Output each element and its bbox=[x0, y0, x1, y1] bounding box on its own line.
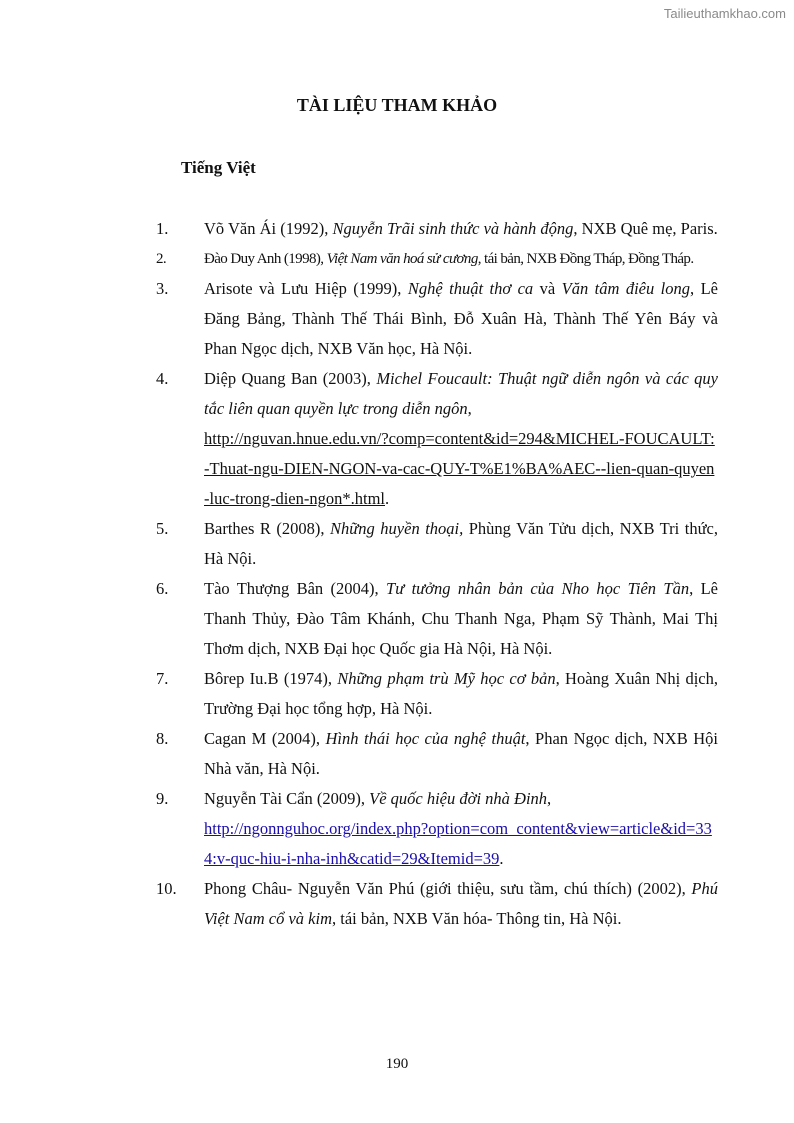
reference-title: Phú Việt Nam cổ và kim bbox=[204, 879, 718, 928]
reference-item bbox=[156, 574, 718, 664]
reference-title: Tư tưởng nhân bản của Nho học Tiên Tần bbox=[386, 579, 690, 598]
reference-item bbox=[156, 244, 718, 274]
page-number: 190 bbox=[385, 1056, 409, 1072]
reference-author: Cagan M (2004), bbox=[204, 729, 326, 748]
reference-publisher: , Lê Đăng Bảng, Thành Thế Thái Bình, Đỗ Xuân Hà, Thành Thế Yên Báy và Phan Ngọc dịch, NXB Văn học, Hà Nội. bbox=[204, 279, 719, 358]
reference-item bbox=[156, 214, 718, 244]
reference-link[interactable]: http://ngonnguhoc.org/index.php?option=com_content&view=article&id=334:v-quc-hiu-i-nha-inh&catid=29&Itemid=39 bbox=[204, 819, 712, 868]
reference-publisher: , Lê Thanh Thủy, Đào Tâm Khánh, Chu Thanh Nga, Phạm Sỹ Thành, Mai Thị Thơm dịch, NXB Đại học Quốc gia Hà Nội, Hà Nội. bbox=[204, 579, 719, 658]
page-title: TÀI LIỆU THAM KHẢO bbox=[296, 95, 498, 115]
reference-author: Võ Văn Ái (1992), bbox=[204, 219, 333, 238]
reference-punct: , bbox=[547, 789, 552, 808]
reference-item bbox=[156, 514, 718, 574]
reference-publisher: , tái bản, NXB Văn hóa- Thông tin, Hà Nội. bbox=[332, 909, 622, 928]
reference-publisher: , Hoàng Xuân Nhị dịch, Trường Đại học tổng hợp, Hà Nội. bbox=[204, 669, 719, 718]
reference-publisher: , NXB Quê mẹ, Paris. bbox=[573, 219, 718, 238]
reference-number: 6. bbox=[156, 579, 169, 598]
reference-number: 2. bbox=[156, 251, 167, 267]
reference-title: Việt Nam văn hoá sử cương bbox=[326, 251, 478, 267]
reference-item bbox=[156, 274, 718, 364]
reference-punct-end: . bbox=[499, 849, 504, 868]
reference-number: 3. bbox=[156, 279, 169, 298]
reference-title: Những phạm trù Mỹ học cơ bản bbox=[337, 669, 556, 688]
reference-author: Đào Duy Anh (1998), bbox=[204, 251, 327, 267]
reference-author: Phong Châu- Nguyễn Văn Phú (giới thiệu, sưu tầm, chú thích) (2002), bbox=[204, 879, 692, 898]
reference-author: Diệp Quang Ban (2003), bbox=[204, 369, 377, 388]
reference-item bbox=[156, 364, 718, 514]
reference-number: 4. bbox=[156, 369, 169, 388]
reference-author: Bôrep Iu.B (1974), bbox=[204, 669, 338, 688]
watermark: Tailieuthamkhao.com bbox=[663, 6, 786, 21]
reference-title: Hình thái học của nghệ thuật bbox=[325, 729, 526, 748]
reference-number: 7. bbox=[156, 669, 169, 688]
reference-number: 1. bbox=[156, 219, 169, 238]
reference-item bbox=[156, 664, 718, 724]
reference-punct-end: . bbox=[385, 489, 390, 508]
reference-title: Những huyền thoại, bbox=[330, 519, 464, 538]
reference-conjunction: và bbox=[533, 279, 562, 298]
reference-number: 8. bbox=[156, 729, 169, 748]
reference-item bbox=[156, 724, 718, 784]
reference-title: Về quốc hiệu đời nhà Đinh bbox=[369, 789, 548, 808]
reference-author: Nguyễn Tài Cẩn (2009), bbox=[204, 789, 370, 808]
reference-list bbox=[156, 214, 718, 934]
reference-title: Nguyễn Trãi sinh thức và hành động bbox=[332, 219, 574, 238]
reference-publisher: Phùng Văn Tửu dịch, NXB Tri thức, Hà Nội. bbox=[204, 519, 718, 568]
reference-title: Michel Foucault: Thuật ngữ diễn ngôn và các quy tắc liên quan quyền lực trong diễn ngôn bbox=[204, 369, 718, 418]
reference-author: Tào Thượng Bân (2004), bbox=[204, 579, 387, 598]
reference-publisher: , tái bản, NXB Đồng Tháp, Đồng Tháp. bbox=[477, 251, 694, 267]
reference-number: 9. bbox=[156, 789, 169, 808]
reference-punct: , bbox=[467, 399, 472, 418]
reference-author: Barthes R (2008), bbox=[204, 519, 331, 538]
reference-link[interactable]: http://nguvan.hnue.edu.vn/?comp=content&id=294&MICHEL-FOUCAULT:-Thuat-ngu-DIEN-NGON-va-cac-QUY-T%E1%BA%AEC--lien-quan-quyen-luc-trong-dien-ngon*.html bbox=[204, 429, 715, 508]
reference-item bbox=[156, 874, 718, 934]
reference-number: 5. bbox=[156, 519, 169, 538]
reference-title: Nghệ thuật thơ ca bbox=[407, 279, 534, 298]
reference-author: Arisote và Lưu Hiệp (1999), bbox=[204, 279, 408, 298]
reference-number: 10. bbox=[156, 879, 177, 898]
section-heading: Tiếng Việt bbox=[181, 158, 256, 177]
reference-title-2: Văn tâm điêu long bbox=[561, 279, 691, 298]
reference-publisher: , Phan Ngọc dịch, NXB Hội Nhà văn, Hà Nội. bbox=[204, 729, 718, 778]
reference-item bbox=[156, 784, 718, 874]
